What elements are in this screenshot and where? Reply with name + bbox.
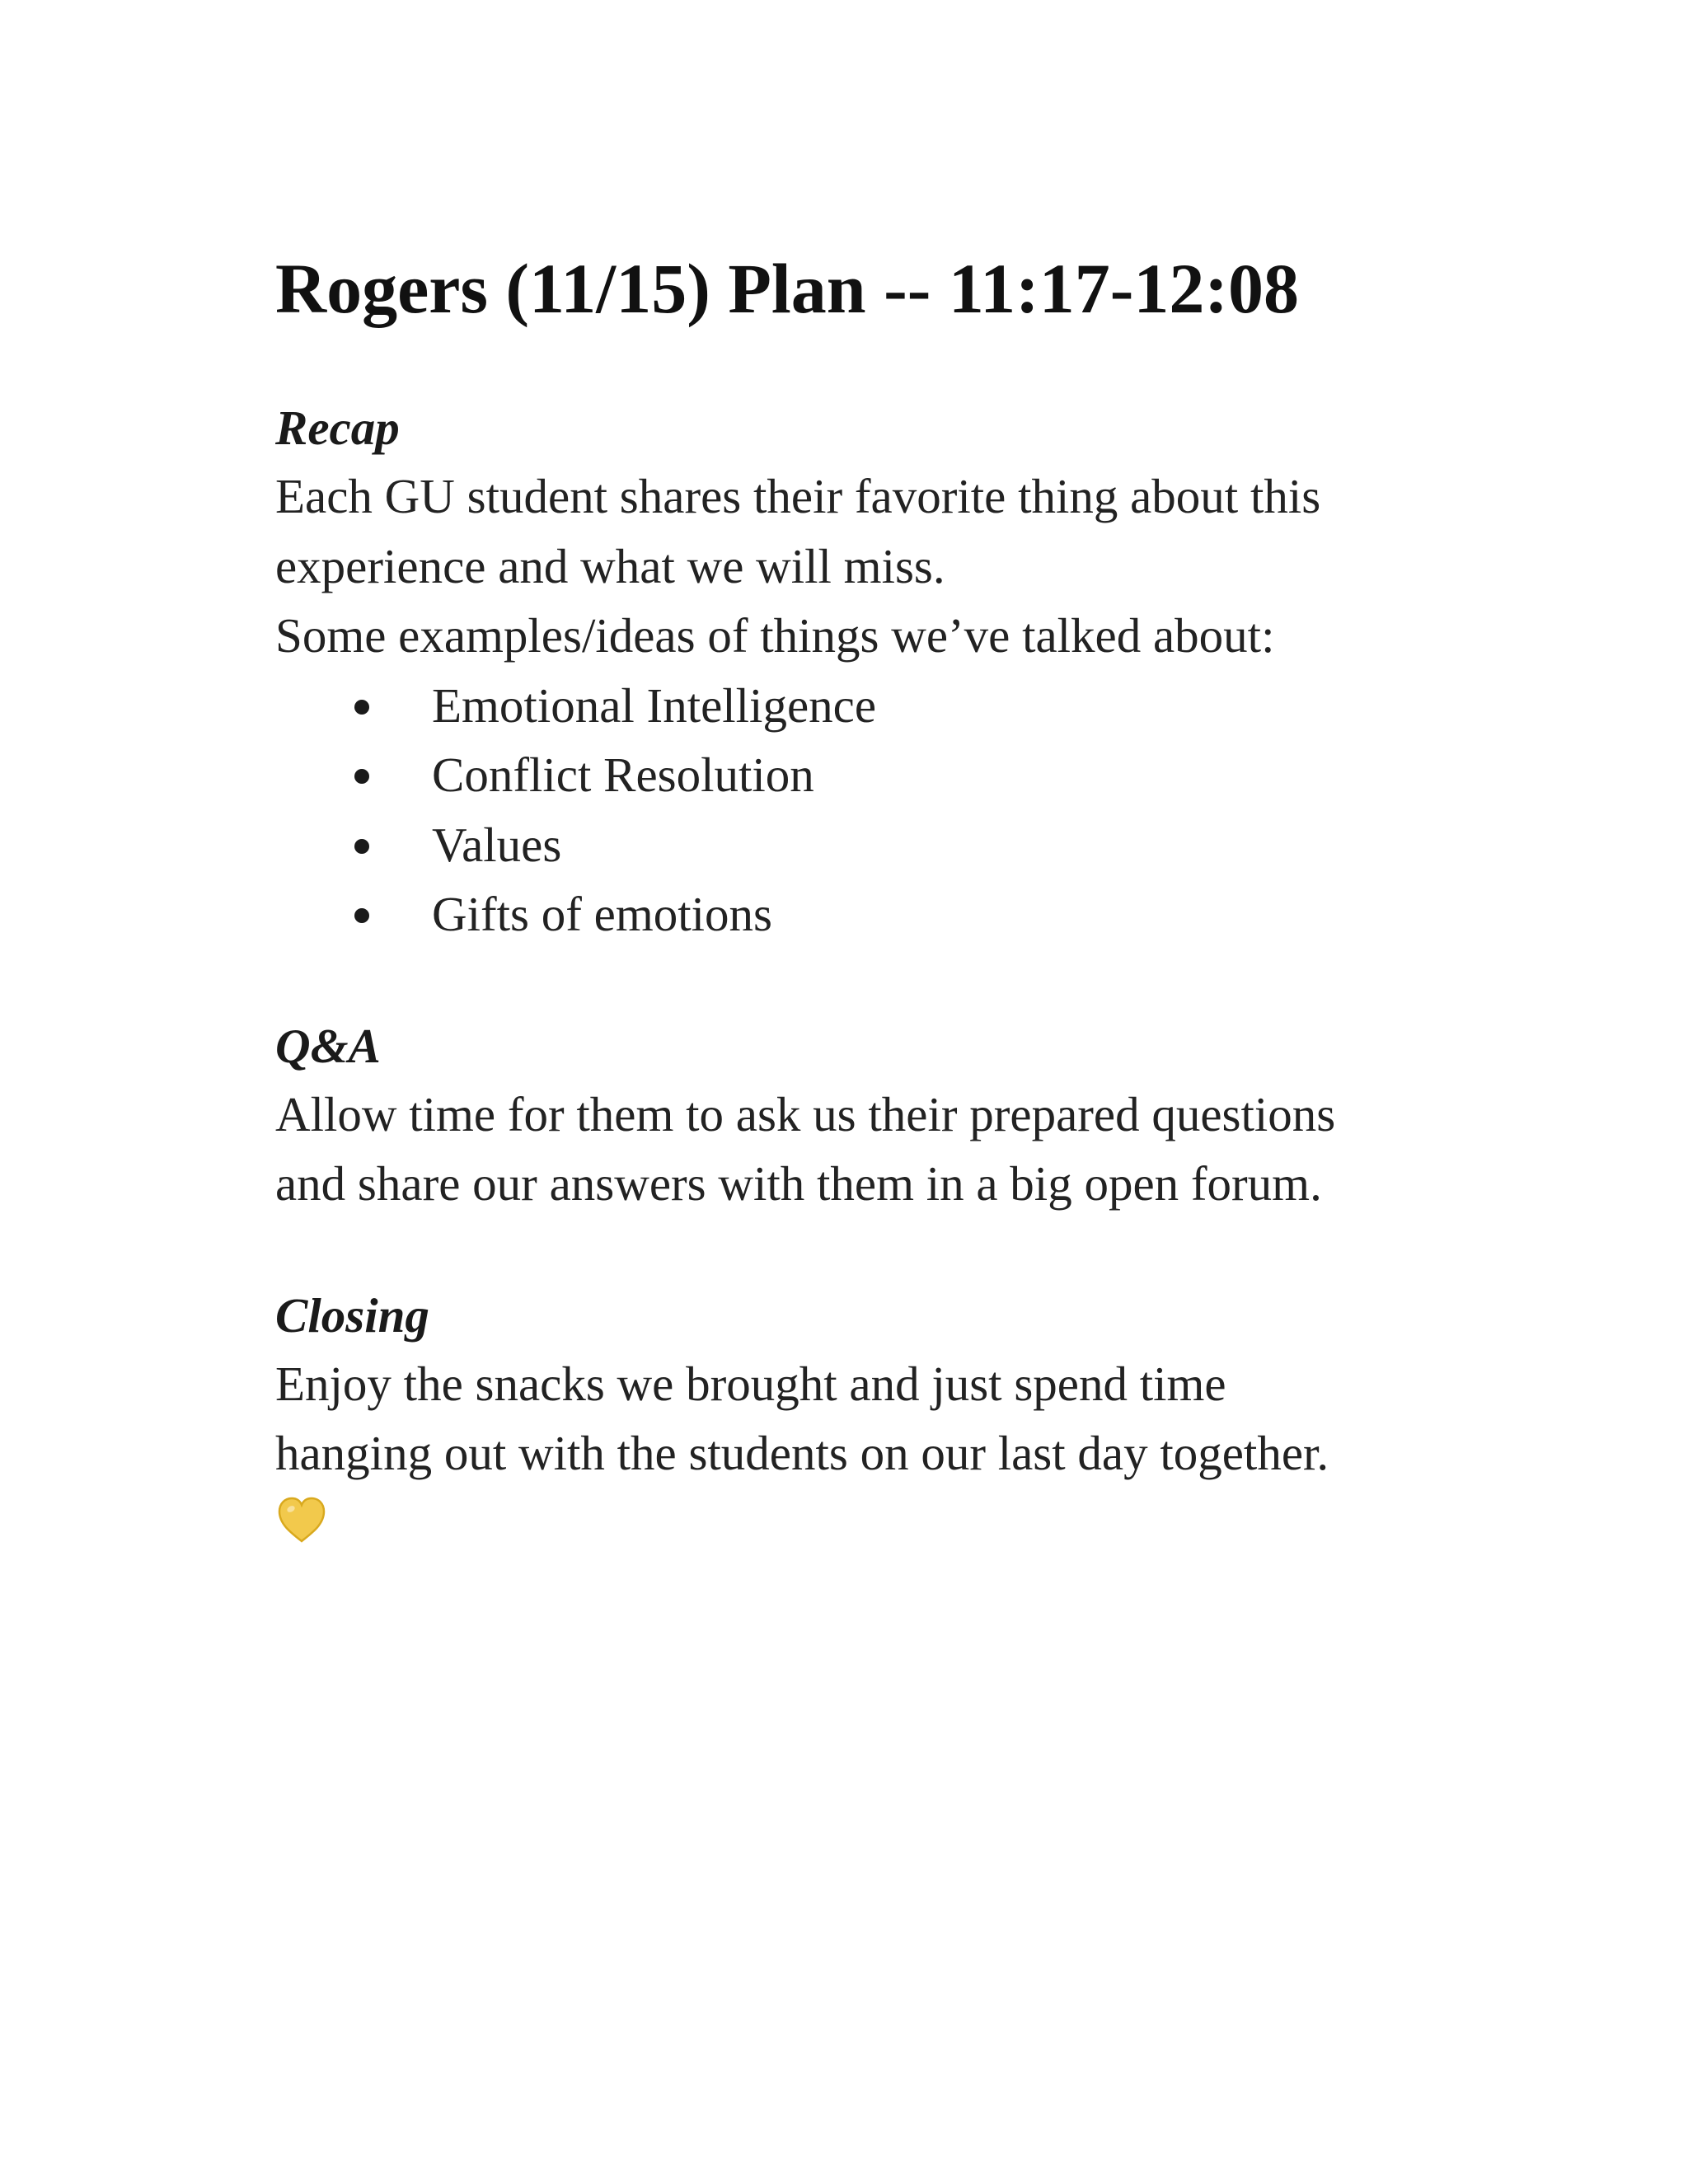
list-item — [275, 740, 1470, 810]
section-qa — [275, 1012, 1470, 1219]
bullet-dot-icon — [354, 839, 369, 854]
section-closing — [275, 1282, 1470, 1546]
list-item — [275, 879, 1470, 949]
document-title: Rogers (11/15) Plan -- 11:17-12:08 — [275, 249, 1300, 328]
list-item — [275, 810, 1470, 880]
section-heading-closing: Closing — [275, 1287, 429, 1343]
qa-line-1: Allow time for them to ask us their prepared questions — [275, 1086, 1336, 1141]
bullet-dot-icon — [354, 700, 369, 715]
list-item-text: Values — [432, 817, 562, 872]
recap-bullet-list — [275, 671, 1470, 949]
recap-line-3: Some examples/ideas of things we’ve talked about: — [275, 608, 1275, 663]
closing-line-1: Enjoy the snacks we brought and just spend time — [275, 1356, 1226, 1411]
recap-line-1: Each GU student shares their favorite thing about this — [275, 469, 1321, 523]
qa-line-2: and share our answers with them in a big open forum. — [275, 1156, 1322, 1211]
recap-line-2: experience and what we will miss. — [275, 538, 945, 593]
bullet-dot-icon — [354, 769, 369, 784]
section-recap — [275, 394, 1470, 949]
list-item-text: Conflict Resolution — [432, 748, 814, 802]
list-item — [275, 671, 1470, 741]
section-heading-recap: Recap — [275, 401, 400, 455]
bullet-dot-icon — [354, 908, 369, 923]
list-item-text: Emotional Intelligence — [432, 677, 877, 733]
list-item-text: Gifts of emotions — [432, 887, 772, 941]
yellow-heart-icon — [275, 1493, 328, 1546]
closing-line-2: hanging out with the students on our last day together. — [275, 1426, 1329, 1480]
document-content — [275, 239, 1470, 1546]
section-heading-qa: Q&A — [275, 1018, 381, 1073]
